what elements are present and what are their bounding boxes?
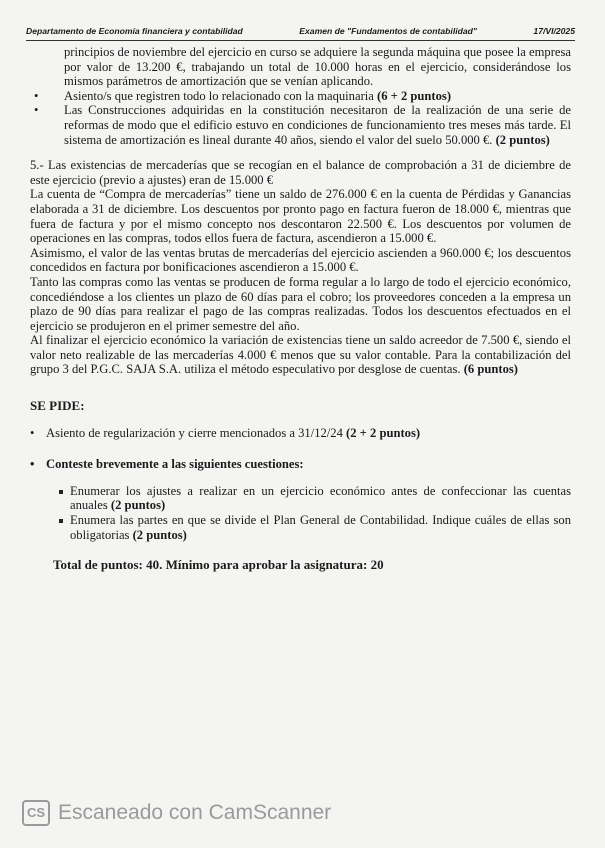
camscanner-logo-icon: CS	[22, 800, 50, 826]
bullet-icon: •	[34, 103, 39, 118]
continuation-line: por valor de 13.200 €, trabajando un total de 10.000 horas en el ejercicio, considerándose los mismos	[64, 59, 571, 89]
item-text: Asiento de regularización y cierre mencionados a 31/12/24	[46, 425, 347, 440]
points-label: (6 puntos)	[463, 362, 518, 377]
continuation-paragraph	[30, 45, 571, 89]
exam-date: 17/VI/2025	[533, 26, 575, 36]
question5-line: ejercicio (previo a ajustes) eran de 15.000 €	[52, 172, 274, 187]
question5-paragraph	[30, 158, 571, 187]
se-pide-item-1	[30, 426, 571, 441]
question5-line: 5.- Las existencias de mercaderías que se recogían en el balance de comprobación a 31 de diciembre de este	[30, 158, 571, 187]
bullet-2-line: Las Construcciones adquiridas en la constitución necesitaron de la realización de una serie de reformas	[64, 103, 571, 132]
question-5	[30, 158, 571, 377]
question5-line: grupo 3 del P.G.C. SAJA S.A. utiliza el método especulativo por desglose de cuentas.	[30, 362, 464, 377]
se-pide-item-2	[30, 457, 571, 472]
sub-item-1	[30, 484, 571, 513]
bullet-icon: •	[30, 425, 35, 440]
question5-line: concedidos en factura por bonificaciones ascendieron a 15.000 €.	[30, 260, 359, 275]
question5-line: operaciones en las compras, todos ellos fuera de factura, ascendieron a 15.000 €.	[30, 231, 437, 246]
square-bullet-icon	[59, 519, 63, 523]
square-bullet-icon	[59, 490, 63, 494]
item-points: (2 puntos)	[132, 527, 187, 542]
sub-item-2	[30, 513, 571, 542]
sub-item-2-line1: Enumera las partes en que se divide el Plan General de Contabilidad. Indique cuáles de ellas son	[70, 513, 571, 528]
question5-paragraph	[30, 187, 571, 245]
department-label: Departamento de Economía financiera y contabilidad	[26, 26, 243, 36]
question5-line: se produjeron en el primer semestre del año.	[76, 318, 300, 333]
watermark-text: Escaneado con CamScanner	[58, 801, 332, 824]
sub-item-2-line2: obligatorias	[70, 527, 133, 542]
question5-paragraph	[30, 333, 571, 377]
question5-line: fuera de factura y por el mismo concepto nos descontaron 22.500 €. Los descuentos por volumen de	[30, 216, 571, 231]
camscanner-watermark	[22, 800, 331, 826]
continuation-line: parámetros de amortización que se venían aplicando.	[106, 74, 374, 89]
bullet-icon: •	[34, 88, 39, 103]
bullet-item-1	[30, 89, 571, 104]
bullet-2-line: amortización es lineal durante 40 años, siendo el valor del suelo 50.000 €.	[119, 132, 496, 147]
question5-line: plazo de 90 días para realizar el pago de las compras realizadas. Todos los descuentos efectuados en el ejercicio	[30, 304, 571, 333]
total-points: Total de puntos: 40. Mínimo para aprobar la asignatura: 20	[53, 557, 384, 573]
points-label: (6 + 2 puntos)	[377, 88, 452, 103]
bullet-item-2	[30, 103, 571, 147]
continuation-line: principios de noviembre del ejercicio en curso se adquiere la segunda máquina que posee la empresa	[64, 45, 571, 59]
bullet-2-line: de modo que el edificio estuvo en condiciones de funcionamiento tres meses más tarde. El sistema de	[64, 117, 571, 147]
page-header	[26, 26, 575, 41]
question5-line: concediéndose a los clientes un plazo de 60 días para el cobro; los proveedores conceden a la empresa un	[30, 289, 571, 304]
question5-line: elaborada a 31 de diciembre. Los descuentos por pronto pago en factura fueron de 18.000 €, mientras que	[30, 201, 571, 216]
question5-line: Tanto las compras como las ventas se producen de forma regular a lo largo de todo el ejercicio económico,	[30, 274, 571, 289]
question5-paragraph	[30, 275, 571, 333]
question5-line: La cuenta de “Compra de mercaderías” tiene un saldo de 276.000 € en la cuenta de Pérdidas y Ganancias	[30, 187, 571, 202]
question5-line: valor neto realizable de las mercaderías 4.000 € menos que su valor contable. Para la contabilización del	[30, 347, 571, 362]
sub-item-1-points: (2 puntos)	[110, 498, 166, 513]
bullet-icon: •	[30, 457, 35, 472]
bullet-1-line: Asiento/s que registren todo lo relacionado con la maquinaria	[64, 88, 377, 103]
question5-line: Al finalizar el ejercicio económico la variación de existencias tiene un saldo acreedor de 7.500 €, siendo el	[30, 333, 571, 348]
se-pide-heading: SE PIDE:	[30, 398, 85, 414]
question5-paragraph	[30, 246, 571, 275]
sub-item-1-line1: Enumerar los ajustes a realizar en un ejercicio económico antes de confeccionar las cuentas anuales	[70, 483, 571, 513]
item-text: Conteste brevemente a las siguientes cuestiones:	[46, 457, 304, 472]
question5-line: Asimismo, el valor de las ventas brutas de mercaderías del ejercicio ascienden a 960.000 €; los descuentos	[30, 245, 571, 260]
exam-title: Examen de "Fundamentos de contabilidad"	[299, 26, 477, 36]
item-points: (2 + 2 puntos)	[346, 425, 421, 440]
points-label: (2 puntos)	[495, 132, 550, 147]
